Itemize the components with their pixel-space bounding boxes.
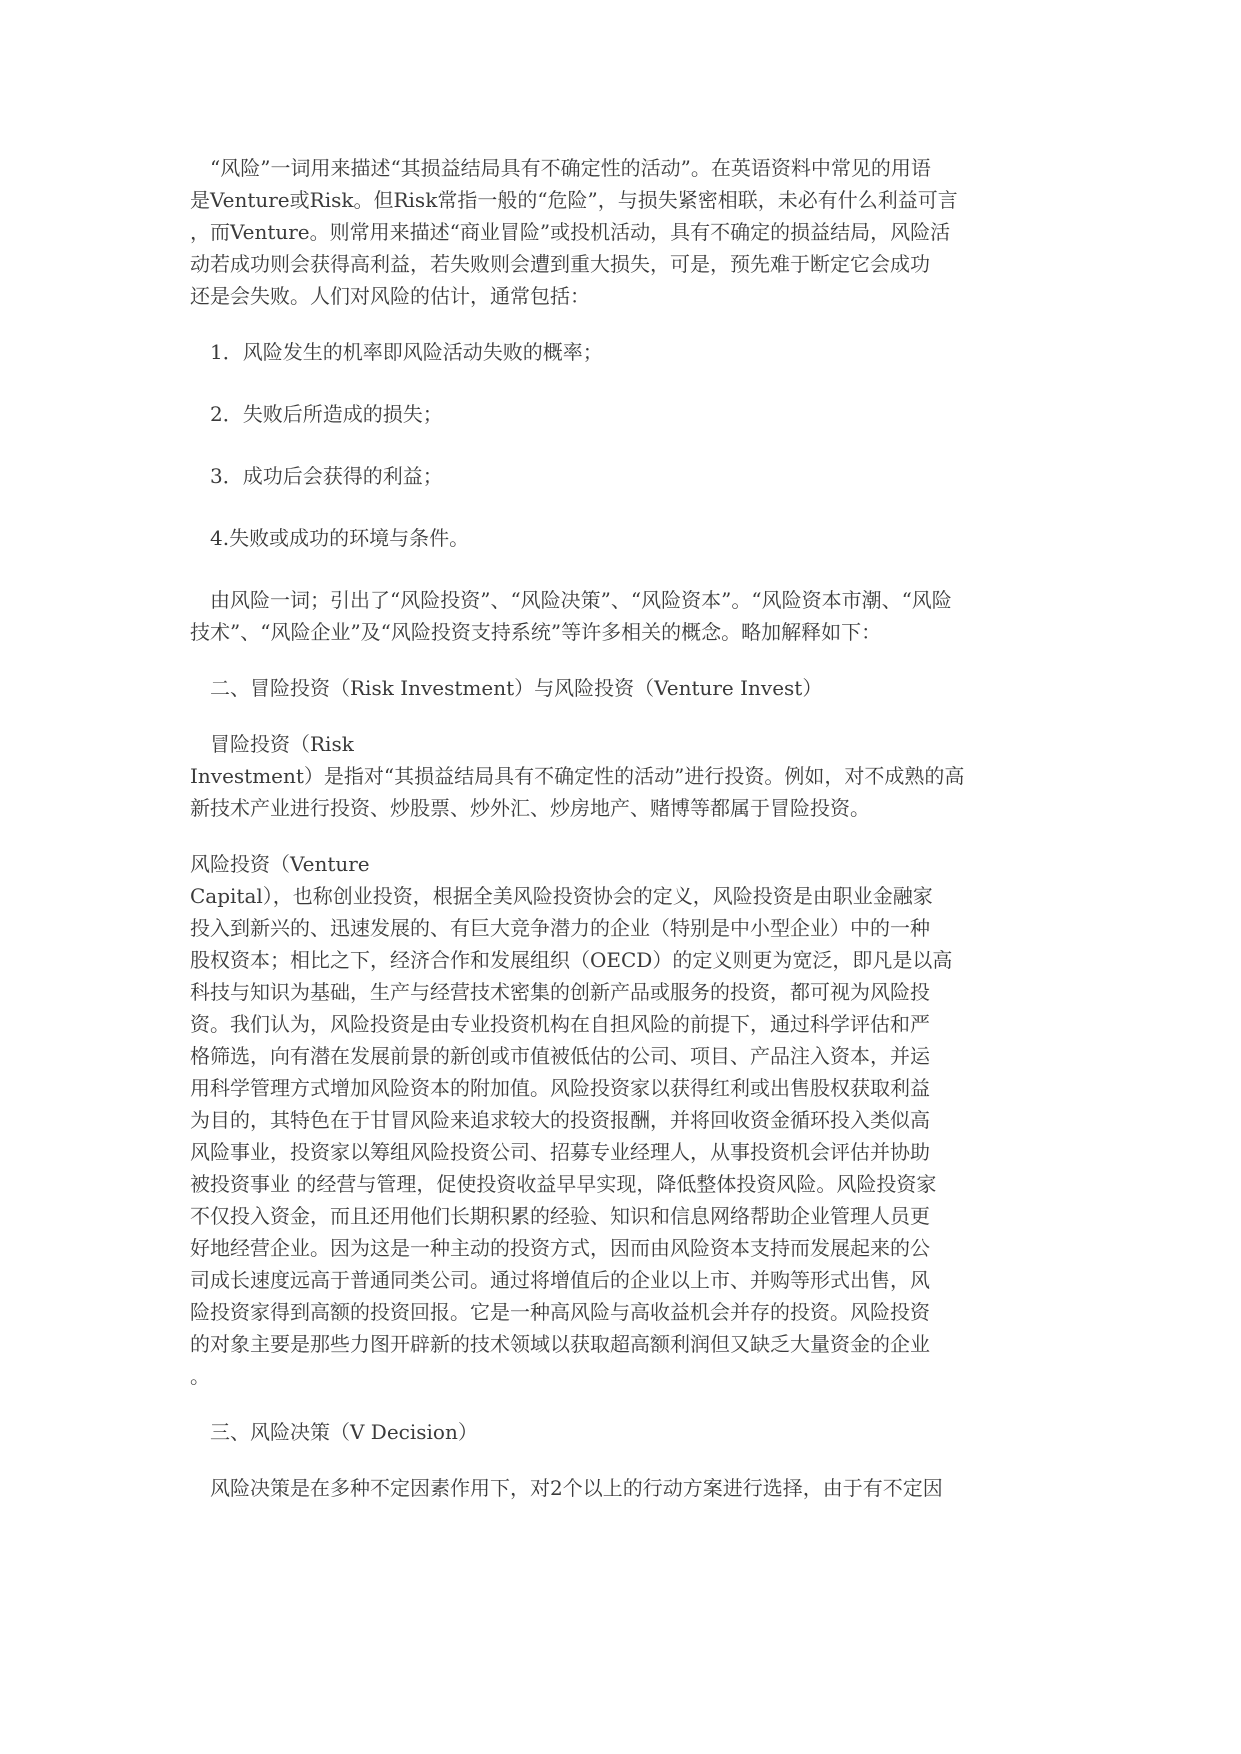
decision-paragraph: [190, 1472, 1060, 1504]
text-line: 还是会失败。人们对风险的估计，通常包括：: [190, 284, 590, 308]
list-item: 2．失败后所造成的损失；: [210, 402, 443, 426]
text-line: 投入到新兴的、迅速发展的、有巨大竞争潜力的企业（特别是中小型企业）中的一种: [190, 916, 930, 940]
document-body: [190, 152, 1060, 1528]
text-line: 动若成功则会获得高利益，若失败则会遭到重大损失，可是，预先难于断定它会成功: [190, 252, 930, 276]
section-heading-risk-vs-venture: [190, 672, 1060, 704]
text-line: 是Venture或Risk。但Risk常指一般的“危险”，与损失紧密相联，未必有什么利益可言: [190, 188, 958, 212]
section-heading: 二、冒险投资（Risk Investment）与风险投资（Venture Invest）: [210, 676, 823, 700]
list-item: 4.失败或成功的环境与条件。: [210, 526, 470, 550]
text-line: 用科学管理方式增加风险资本的附加值。风险投资家以获得红利或出售股权获取利益: [190, 1076, 930, 1100]
text-line: 技术”、“风险企业”及“风险投资支持系统”等许多相关的概念。略加解释如下：: [190, 620, 882, 644]
text-line: 股权资本；相比之下，经济合作和发展组织（OECD）的定义则更为宽泛，即凡是以高: [190, 948, 953, 972]
text-line: 由风险一词；引出了“风险投资”、“风险决策”、“风险资本”。“风险资本市潮、“风险: [210, 588, 952, 612]
text-line: 司成长速度远高于普通同类公司。通过将增值后的企业以上市、并购等形式出售，风: [190, 1268, 930, 1292]
text-line: 新技术产业进行投资、炒股票、炒外汇、炒房地产、赌博等都属于冒险投资。: [190, 796, 870, 820]
section-heading: 三、风险决策（V Decision）: [210, 1420, 478, 1444]
text-line: 冒险投资（Risk: [210, 732, 354, 756]
text-line: 科技与知识为基础，生产与经营技术密集的创新产品或服务的投资，都可视为风险投: [190, 980, 930, 1004]
list-item: 1．风险发生的机率即风险活动失败的概率；: [210, 340, 603, 364]
text-line: 好地经营企业。因为这是一种主动的投资方式，因而由风险资本支持而发展起来的公: [190, 1236, 930, 1260]
text-line: 的对象主要是那些力图开辟新的技术领域以获取超高额利润但又缺乏大量资金的企业: [190, 1332, 930, 1356]
text-line: 险投资家得到高额的投资回报。它是一种高风险与高收益机会并存的投资。风险投资: [190, 1300, 930, 1324]
text-line: 风险投资（Venture: [190, 852, 370, 876]
text-line: 风险决策是在多种不定因素作用下，对2个以上的行动方案进行选择，由于有不定因: [210, 1476, 943, 1500]
text-line: Capital），也称创业投资，根据全美风险投资协会的定义，风险投资是由职业金融家: [190, 884, 933, 908]
text-line: 资。我们认为，风险投资是由专业投资机构在自担风险的前提下，通过科学评估和严: [190, 1012, 930, 1036]
risk-investment-paragraph: [190, 728, 1060, 824]
text-line: “风险”一词用来描述“其损益结局具有不确定性的活动”。在英语资料中常见的用语: [210, 156, 931, 180]
venture-capital-paragraph: [190, 848, 1060, 1392]
text-line: 为目的，其特色在于甘冒风险来追求较大的投资报酬，并将回收资金循环投入类似高: [190, 1108, 930, 1132]
text-line: 被投资事业 的经营与管理，促使投资收益早早实现，降低整体投资风险。风险投资家: [190, 1172, 937, 1196]
text-line: ，而Venture。则常用来描述“商业冒险”或投机活动，具有不确定的损益结局，风险活: [190, 220, 951, 244]
section-heading-risk-decision: [190, 1416, 1060, 1448]
text-line: Investment）是指对“其损益结局具有不确定性的活动”进行投资。例如，对不成熟的高: [190, 764, 965, 788]
intro-paragraph: [190, 152, 1060, 312]
text-line: 格筛选，向有潜在发展前景的新创或市值被低估的公司、项目、产品注入资本，并运: [190, 1044, 930, 1068]
text-line: 不仅投入资金，而且还用他们长期积累的经验、知识和信息网络帮助企业管理人员更: [190, 1204, 930, 1228]
list-item: 3．成功后会获得的利益；: [210, 464, 443, 488]
text-line: 。: [190, 1364, 210, 1388]
text-line: 风险事业，投资家以筹组风险投资公司、招募专业经理人，从事投资机会评估并协助: [190, 1140, 930, 1164]
concepts-paragraph: [190, 584, 1060, 648]
